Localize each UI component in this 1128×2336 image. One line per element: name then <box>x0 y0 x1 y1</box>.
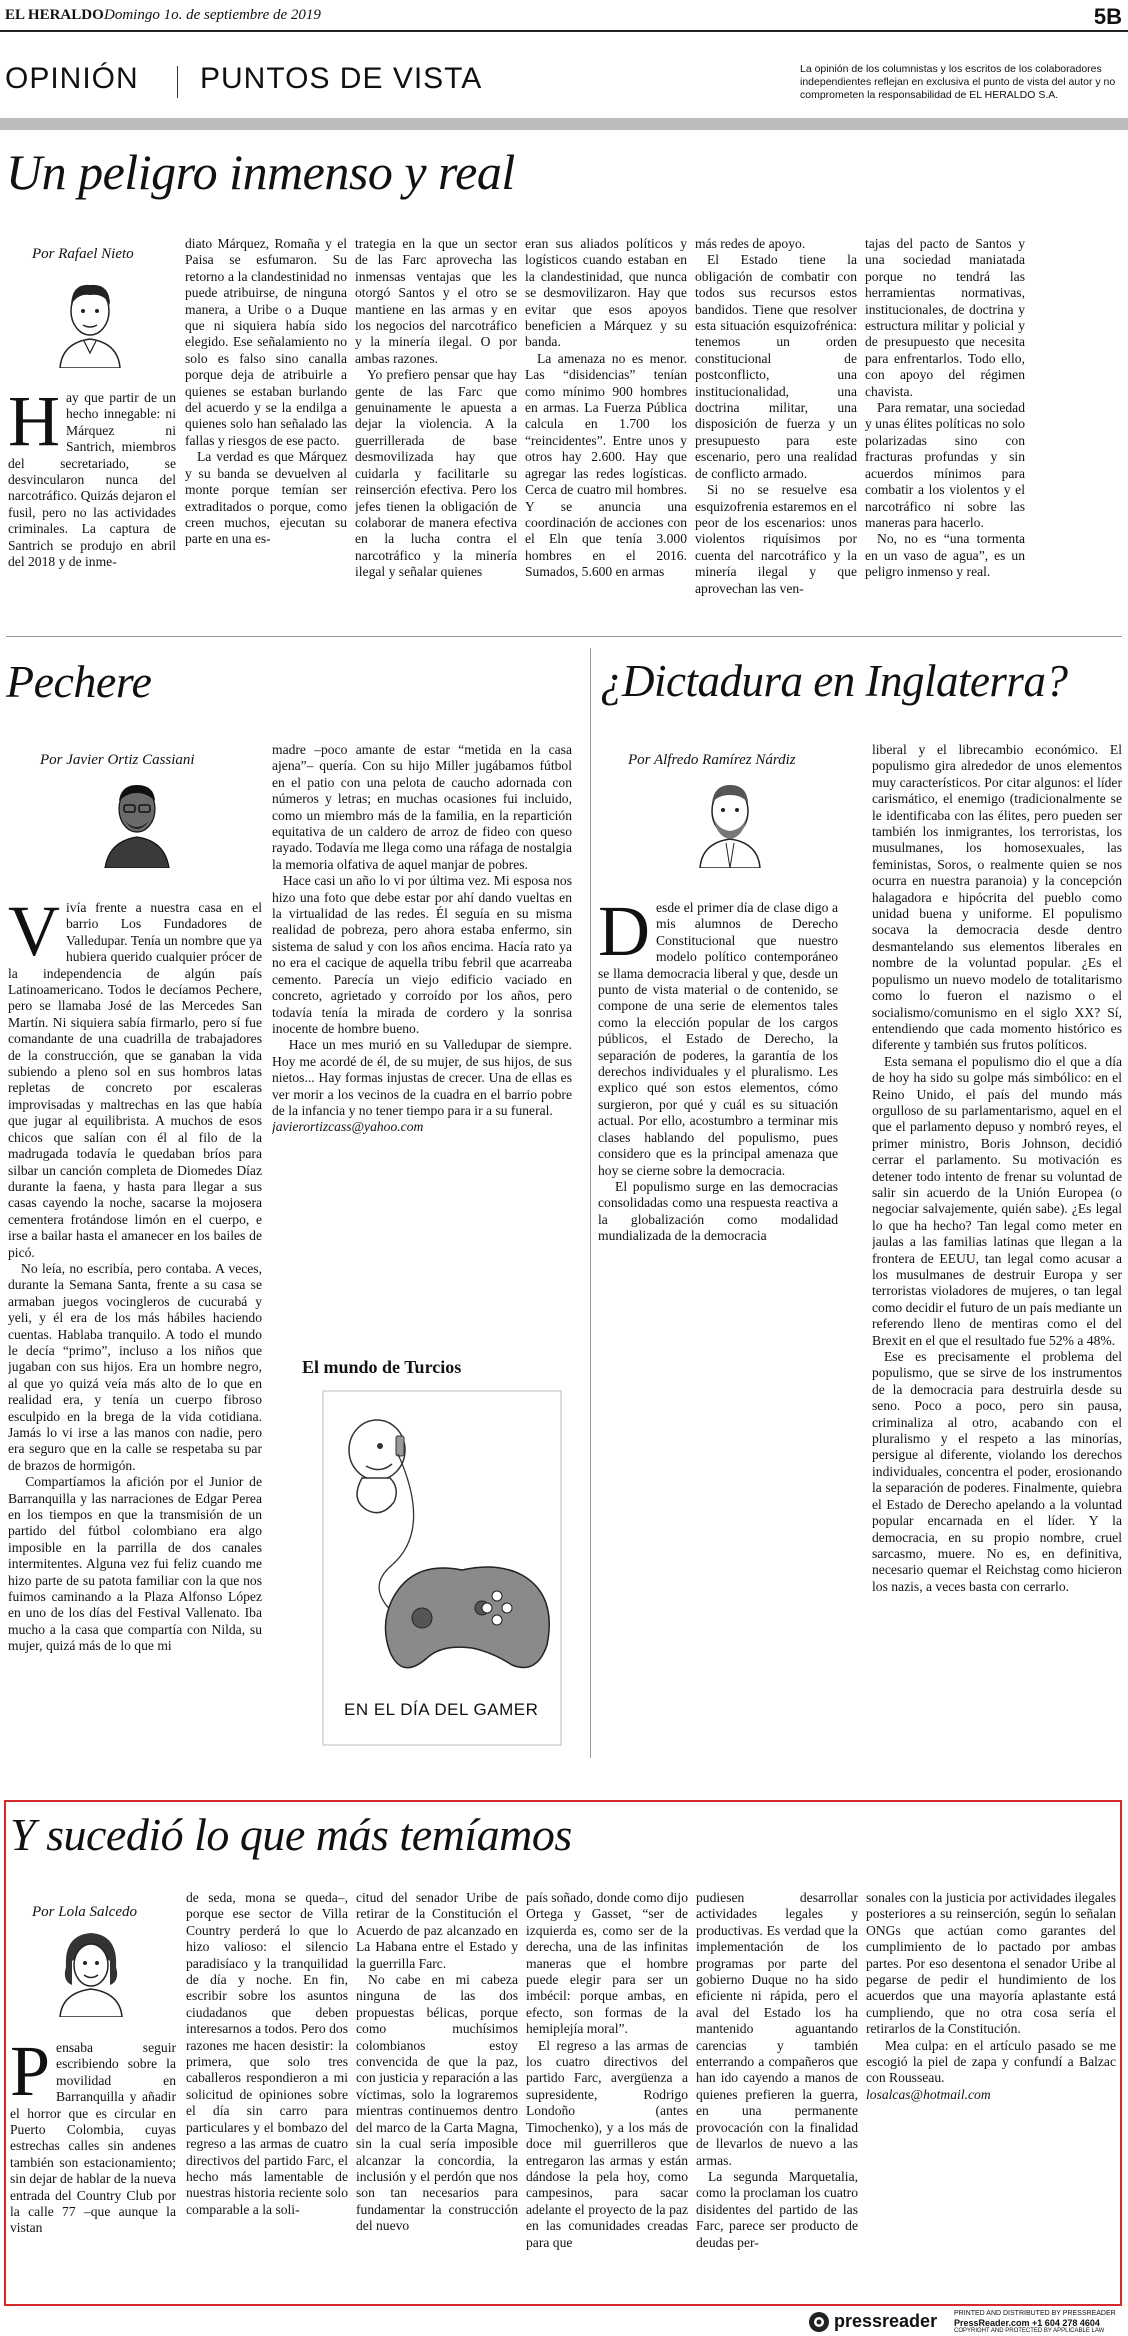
article2-email[interactable]: javierortizcass@yahoo.com <box>272 1119 424 1135</box>
article4-col4: país soñado, donde como dijo Ortega y Gasset, “ser de izquierda es, como ser de la derecha, una de las infinitas maneras que el hombre puede elegir para ser un imbécil: porque ambas, en efecto, son formas de la hemiplejía moral”. El regreso a las armas de los cuatro directivos del partido Farc, avergüenza a supresidente, Rodrigo Londoño (antes Timochenko), y a los más de doce mil guerrilleros que entregaron las armas y están dándose la pela hoy, como campesinos, para sacar adelante el proyecto de la paz en las comunidades creadas para que <box>526 1890 688 2250</box>
article4-title: Y sucedió lo que más temíamos <box>10 1809 572 1860</box>
article2-title: Pechere <box>6 656 152 707</box>
pressreader-footer[interactable] <box>808 2309 1126 2336</box>
cartoon-title: El mundo de Turcios <box>302 1357 462 1377</box>
author-portrait-salcedo <box>50 1925 132 2017</box>
section-title: OPINIÓN <box>5 62 139 95</box>
cartoon-caption: EN EL DÍA DEL GAMER <box>344 1700 539 1719</box>
article4-dropcap: P <box>10 2040 51 2111</box>
article1-col3: trategia en la que un sector de las Farc aprovecha las inmensas ventajas que les otorgó Santos y el otro se mantiene en las armas y en los negocios del narcotráfico y la minería ilegal. O por ambas razones. Yo prefiero pensar que hay gente de las Farc que genuinamente le apuesta a dejar la violencia. A la guerrillerada de base desmovilizada hay que cuidarla y facilitarle su reinserción efectiva. Pero los jefes tienen la obligación de colaborar de manera efectiva en la lucha contra el narcotráfico y la minería ilegal y señalar quienes <box>355 236 517 580</box>
article3-byline: Por Alfredo Ramírez Nárdiz <box>628 752 796 768</box>
article4-col6: sonales con la justicia por actividades ilegales posteriores a su reinserción, según lo señalan ONGs que actúan como garantes del cumplimiento de lo pactado por ambas partes. Por eso desentona el senador Uribe al pegarse de pedir el hundimiento de los acuerdos que una mayoría aplastante está cumpliendo, que no otra cosa sería el retirarlos de la Constitución. Mea culpa: en el artículo pasado se me escogió la piel de zapa y confundí a Balzac con Rousseau. losalcas@hotmail.com <box>866 1890 1116 2102</box>
cartoon-illustration <box>322 1390 562 1746</box>
subsection-title: PUNTOS DE VISTA <box>200 62 483 95</box>
footer-line1: PRINTED AND DISTRIBUTED BY PRESSREADER <box>954 2310 1116 2317</box>
article1-byline: Por Rafael Nieto <box>32 246 134 262</box>
masthead-bar <box>0 0 1128 30</box>
disclaimer: La opinión de los columnistas y los escritos de los colaboradores independientes reflejan en exclusiva el punto de vista del autor y no comprometen la responsabilidad de EL HERALDO S.A. <box>800 63 1116 101</box>
article1-dropcap: H <box>8 390 60 461</box>
divider-1 <box>6 636 1122 637</box>
article4-col2: de seda, mona se queda–, porque ese sector de Villa Country perderá lo que lo hizo valioso: el silencio paradisíaco y la tranquilidad de día y noche. En fin, escribir sobre los asuntos ciudadanos que deben interesarnos a todos. Pero dos razones me hacen desistir: la primera, que solo tres caballeros respondieron a mi solicitud de opiniones sobre el día sin carro para particulares y el bombazo del regreso a las armas de cuatro directivos del partido Farc, el hecho más lamentable de nuestras historia reciente solo comparable a la soli- <box>186 1890 348 2217</box>
issue-date: Domingo 1o. de septiembre de 2019 <box>104 7 321 23</box>
masthead-rule <box>0 30 1128 32</box>
page-number: 5B <box>1093 4 1122 29</box>
article1-col6: tajas del pacto de Santos y una sociedad maniatada porque no tendrá las herramientas normativas, institucionales, de doctrina y estructura militar y policial y de presupuesto que necesita para enfrentarlos. Todo ello, con apoyo del régimen chavista. Para rematar, una sociedad y unas élites políticas no solo polarizadas sino con fracturas profundas y sin acuerdos mínimos para combatir a los violentos y el narcotráfico ni sobre las maneras para hacerlo. No, no es “una tormenta en un vaso de agua”, es un peligro inmenso y real. <box>865 236 1025 580</box>
article4-email[interactable]: losalcas@hotmail.com <box>866 2086 991 2102</box>
article4-col5: pudiesen desarrollar actividades legales y productivas. Es verdad que la implementación de los programas por parte del gobierno Duque no ha sido eficiente ni rápida, pero el aval del Estado los ha mantenido aguantando carencias y también enterrando a compañeros que han ido cayendo a manos de quienes prefieren la guerra, en una permanente provocación con la finalidad de llevarlos de nuevo a las armas. La segunda Marquetalia, como la proclaman los cuatro disidentes del partido de las Farc, parece ser producto de deudas per- <box>696 1890 858 2250</box>
divider-vertical <box>590 648 591 1758</box>
article2-byline: Por Javier Ortiz Cassiani <box>40 752 195 768</box>
footer-line3: COPYRIGHT AND PROTECTED BY APPLICABLE LAW <box>954 2328 1105 2334</box>
article4-byline: Por Lola Salcedo <box>32 1904 137 1920</box>
article1-col1: Hay que partir de un hecho innegable: ni Márquez ni Santrich, miembros del secretariado, se desvincularon nunca del narcotráfico. Quizás dejaron el fusil, pero no las actividades criminales. La captura de Santrich se produjo en abril del 2018 y de inme- <box>8 390 176 570</box>
article2-col2: madre –poco amante de estar “metida en la casa ajena”– quería. Con su hijo Miller jugábamos fútbol en el patio con una pelota de caucho adornada con números y letras; en muchas ocasiones fui incluido, como un miembro más de la familia, en la repartición equitativa de un caldero de arroz de fideo con queso rayado. Todavía me llega como una ráfaga de nostalgia la memoria olfativa de aquel manjar de pobres. Hace casi un año lo vi por última vez. Mi esposa nos hizo una foto que debe estar por ahí dando vueltas en la virtualidad de las redes. Él seguía en su misma realidad de pobreza, pero ahora estaba enfermo, sin sistema de salud y con los años encima. Hacía rato ya no era el cacique de aquella tribu febril que acarreaba cemento. Parecía un viejo edificio vaciado en concreto, agrietado y corroído por los años, pero todavía tenía la mirada de cordero y la sonrisa inocente de hombre bueno. Hace un mes murió en su Valledupar de siempre. Hoy me acordé de él, de su mujer, de sus hijos, de sus nietos... Hay formas injustas de crecer. Una de ellas es ver morir a los vecinos de la cuadra en el barrio pobre de la infancia y no tener tiempo para ir a su funeral. javierortizcass@yahoo.com <box>272 742 572 1135</box>
article2-dropcap: V <box>8 900 60 971</box>
article1-col2: diato Márquez, Romaña y el Paisa se esfumaron. Su retorno a la clandestinidad no puede atribuirse, de ninguna manera, a Uribe o a Duque que ni siquiera había sido elegido. Ese señalamiento no solo es falso sino canalla porque deja de atribuirle a quienes se estaban burlando del acuerdo y se la endilga a quienes solo han señalado las fallas y riesgos de ese pacto. La verdad es que Márquez y su banda se devuelven al monte porque temían ser extraditados o porque, como creen muchos, ejecutan su parte en una es- <box>185 236 347 547</box>
section-divider <box>177 66 178 98</box>
author-portrait-ortiz <box>97 773 177 868</box>
pressreader-brand: pressreader <box>834 2311 938 2331</box>
author-portrait-nieto <box>50 273 130 368</box>
article3-col2: liberal y el librecambio económico. El populismo gira alrededor de unos elementos muy característicos. Por citar algunos: el líder carismático, el enemigo (tradicionalmente se le identificaba con las élites, pero pueden ser también los inmigrantes, los terroristas, los musulmanes, los homosexuales, las feministas, Soros, o realmente quien se nos ocurra en nuestra paranoia) y la concepción halagadora e hipócrita del pueblo como unidad buena y uniforme. El populismo socava la democracia desde dentro desmantelando sus elementos liberales en nombre de la voluntad popular. ¿Es el populismo un nuevo modelo de totalitarismo como lo fueron el nazismo o el socialismo/comunismo en el siglo XX? Sí, entendiendo que cada momento histórico es diferente y también sus frutos políticos. Esta semana el populismo dio el que a día de hoy ha sido su golpe más simbólico: en el Reino Unido, el país del mundo más orgulloso de su parlamentarismo, aquel en el que el parlamento depuso y nombró reyes, el primer ministro, Boris Johnson, decidió cerrar el parlamento. Su motivación es detener todo intento de frenar su voluntad de salir sin acuerdo de la Unión Europea (o negociar salvajemente, quién sabe). ¿Es legal lo que ha hecho? Tan legal como meter en jaulas a las familias latinas que llegan a la frontera de EEUU, tan legal como acusar a los musulmanes de destruir Europa y ser terroristas violadores de mujeres, o tan legal como decidir el futuro de un país mediante un referendo lleno de mentiras como el del Brexit en el que el resultado fue 52% a 48%. Ese es precisamente el problema del populismo, que se sirve de los instrumentos de la democracia para destruirla desde su seno. Poco a poco, pero sin pausa, criminaliza al otro, acabando con el pluralismo y el respeto a las minorías, persigue al diferente, violando los derechos individuales, concentra el poder, erosionando la separación de poderes. Finalmente, quiebra el Estado de Derecho apelando a la voluntad popular encarnada en el líder. Y la democracia, en su propio nombre, cruel sarcasmo, muere. No es, en definitiva, necesario quemar el Reichstag como hicieron los nazis, a veces basta con cerrarlo. <box>872 742 1122 1594</box>
article4-col1: Pensaba seguir escribiendo sobre la movilidad en Barranquilla y añadir el horror que es circular en Puerto Colombia, cuyas estrechas calles sin andenes también son estacionamiento; sin dejar de hablar de la nueva entrada del Country Club por la calle 77 –que aunque la vistan <box>10 2040 176 2236</box>
article3-title: ¿Dictadura en Inglaterra? <box>600 656 1068 706</box>
grey-band <box>0 118 1128 130</box>
author-portrait-ramirez <box>690 773 770 868</box>
article1-col5: más redes de apoyo. El Estado tiene la obligación de combatir con todos sus recursos estos bandidos. Tiene que resolver esta situación esquizofrénica: tenemos un orden constitucional de postconflicto, una institucionalidad, una doctrina militar, una disposición de fuerza y un presupuesto para este escenario, pero una realidad de conflicto armado. Si no se resuelve esa esquizofrenia estaremos en el peor de los escenarios: unos violentos riquísimos por cuenta del narcotráfico y la minería ilegal y que aprovechan las ven- <box>695 236 857 596</box>
article4-col3: citud del senador Uribe de retirar de la Constitución el Acuerdo de paz alcanzado en La Habana entre el Estado y la guerrilla Farc. No cabe en mi cabeza ninguna de las dos propuestas bélicas, porque como muchísimos colombianos estoy convencida de que la paz, con justicia y reparación a las víctimas, solo la lograremos mientras continuemos dentro del marco de la Carta Magna, sin la cual sería imposible alcanzar la concordia, la inclusión y el perdón que nos son tan necesarios para fundamentar la construcción del nuevo <box>356 1890 518 2234</box>
pressreader-logo-icon <box>808 2311 830 2333</box>
article2-col1: Vivía frente a nuestra casa en el barrio Los Fundadores de Valledupar. Tenía un nombre que ya hubiera querido cualquier prócer de la independencia de algún país Latinoamericano. Todos le decíamos Pechere, pero se llamaba José de las Mercedes San Martín. Ni siquiera sabía firmarlo, pero sí fue comandante de una cuadrilla de trabajadores de la construcción, que se ganaban la vida subiendo a pleno sol en sus hombros latas repletas de concreto por escaleras improvisadas y maltrechas en las que había que jugar al equilibrista. A muchos de esos chicos que salían con él al filo de la madrugada todavía le quedaban bríos para silbar un canción completa de Diomedes Díaz durante la faena, y hasta para llegar a sus casas cayendo la noche, sacarse la mojosera cementera frotándose limón en el cuerpo, e irse a bailar hasta el amanecer en los bailes de picó. No leía, no escribía, pero contaba. A veces, durante la Semana Santa, frente a su casa se armaban juegos vocingleros de cucurabá y yeli, y él era de los más hábiles haciendo cuentas. Hablaba tranquilo. A todo el mundo le decía “primo”, incluso a los niños que jugaban con sus hijos. Era un hombre negro, al que yo quizá veía más alto de lo que en realidad era, y tenía un cuerpo fibroso esculpido en la brega de la vida cotidiana. Jamás lo vi irse a las manos con nadie, pero era seguro que en la calle se respetaba su par de brazos de hormigón. Compartíamos la afición por el Junior de Barranquilla y las narraciones de Edgar Perea en los tiempos en que la transmisión de un partido del fútbol colombiano era algo imposible en la parrilla de dos canales intermitentes. Alguna vez fui feliz cuando me hizo parte de su patota familiar con la que nos fuimos caminando a la Plaza Alfonso López en uno de los días del Festival Vallenato. Iba mucho a la casa que compartía con Nilda, su mujer, quizá más de lo que mi <box>8 900 262 1654</box>
article3-col1: Desde el primer día de clase digo a mis alumnos de Derecho Constitucional que nuestro modelo político contemporáneo se llama democracia liberal y que, desde un punto de vista material o de contenido, se compone de una serie de elementos tales como la elección popular de los cargos públicos, el Estado de Derecho, la separación de poderes, la garantía de los derechos individuales y el pluralismo. Les explico qué son estos elementos, cómo surgieron, por qué y cuál es su situación actual. Por ello, acostumbro a terminar mis clases hablando del populismo, pues considero que es la principal amenaza que hoy se cierne sobre la democracia. El populismo surge en las democracias consolidadas como una respuesta reactiva a la globalización como modalidad mundializada de la democracia <box>598 900 838 1244</box>
article3-dropcap: D <box>598 900 650 971</box>
article1-title: Un peligro inmenso y real <box>6 144 515 200</box>
article1-col4: eran sus aliados políticos y logísticos cuando estaban en la clandestinidad, que nunca se desmovilizaron. Hay que evitar que esos apoyos beneficien a Márquez y su banda. La amenaza no es menor. Las “disidencias” tenían como mínimo 900 hombres en armas. La Fuerza Pública calcula en 1.700 los “reincidentes”. Entre unos y otros hay 2.600. Hay que agregar las redes logísticas. Cerca de cuatro mil hombres. Y se anuncia una coordinación de acciones con el Eln que tenía 3.000 hombres en el 2016. Sumados, 5.600 en armas <box>525 236 687 580</box>
footer-line2: PressReader.com +1 604 278 4604 <box>954 2318 1100 2328</box>
paper-name: EL HERALDO <box>5 7 104 23</box>
